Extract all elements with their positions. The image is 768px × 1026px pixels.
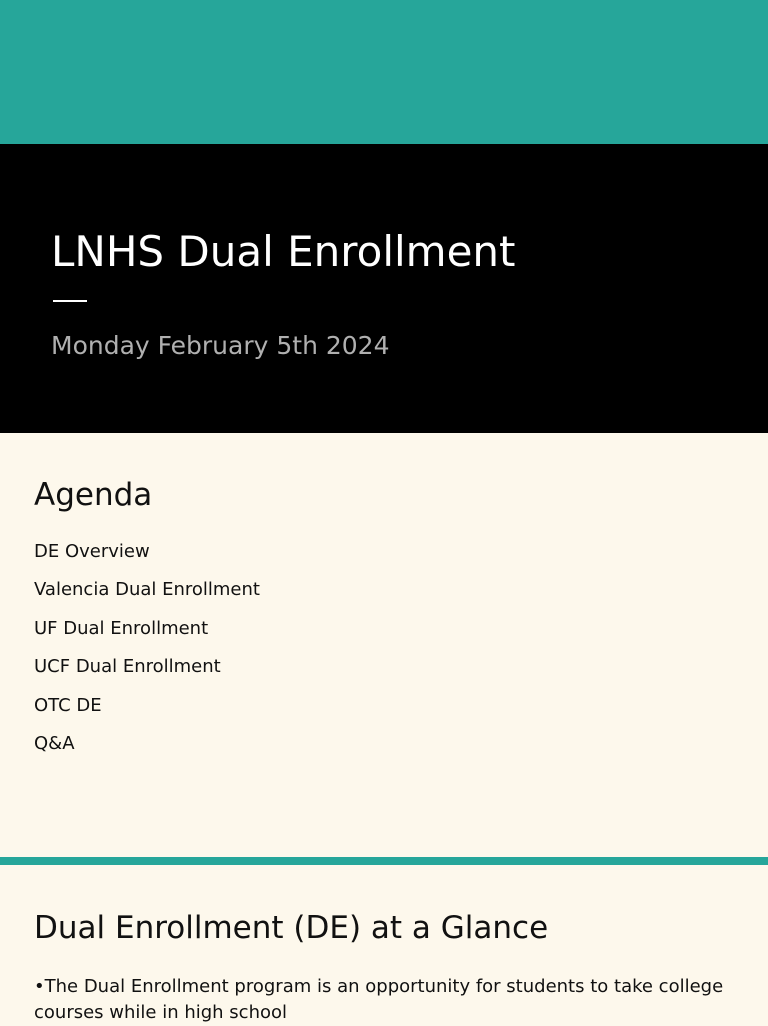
title-underline (53, 300, 87, 302)
agenda-item-de-overview: DE Overview (34, 541, 150, 562)
slide-divider (0, 857, 768, 865)
agenda-item-valencia: Valencia Dual Enrollment (34, 579, 260, 601)
agenda-item-otc: OTC DE (34, 694, 102, 716)
teal-header-band (0, 0, 768, 144)
agenda-list (34, 541, 260, 771)
glance-heading: Dual Enrollment (DE) at a Glance (34, 910, 549, 946)
presentation-date: Monday February 5th 2024 (51, 331, 390, 360)
agenda-item-uf: UF Dual Enrollment (34, 617, 209, 639)
agenda-heading: Agenda (34, 477, 153, 513)
title-slide (0, 0, 768, 433)
agenda-item-qa: Q&A (34, 732, 75, 754)
glance-body-text: •The Dual Enrollment program is an opportunity for students to take college courses while in high school (34, 976, 724, 1023)
agenda-item-ucf: UCF Dual Enrollment (34, 656, 221, 678)
presentation-title: LNHS Dual Enrollment (51, 227, 516, 276)
